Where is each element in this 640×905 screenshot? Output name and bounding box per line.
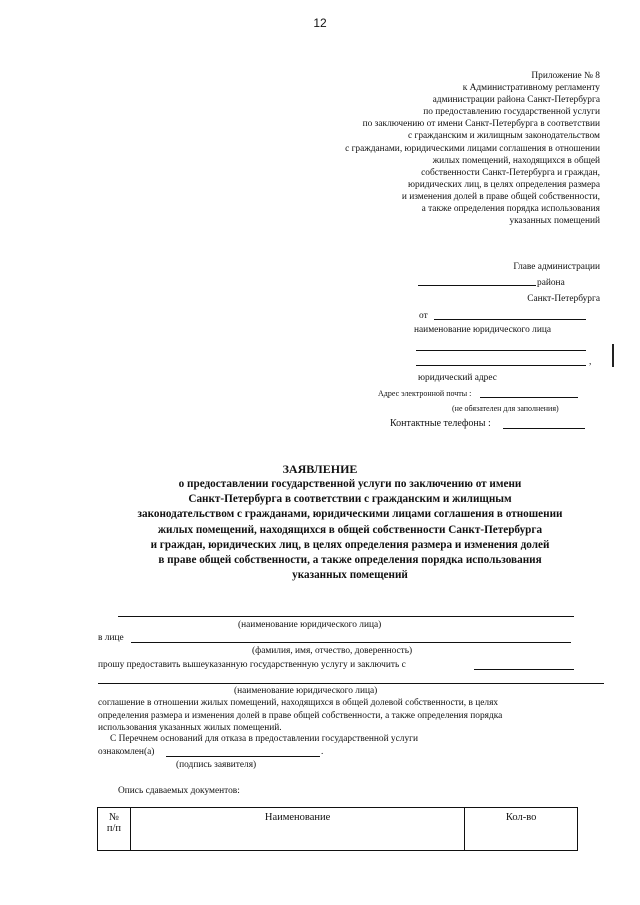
margin-marker <box>612 344 614 367</box>
request-text: прошу предоставить вышеуказанную государственную услугу и заключить с <box>98 660 406 670</box>
subject-line: в праве общей собственности, а также определения порядка использования <box>158 554 542 567</box>
addressee-city: Санкт-Петербурга <box>527 294 600 304</box>
documents-table <box>97 807 578 851</box>
appendix-line: с гражданами, юридическими лицами соглашения в отношении <box>345 143 600 154</box>
subject-line: и граждан, юридических лиц, в целях определения размера и изменения долей <box>150 538 550 551</box>
subject-line: указанных помещений <box>292 569 408 582</box>
header-name: Наименование <box>130 808 464 851</box>
legal-name-caption-form: (наименование юридического лица) <box>238 620 382 630</box>
email-label: Адрес электронной почты : <box>378 389 472 398</box>
addressee-district: района <box>537 278 565 288</box>
counterparty-field-2[interactable] <box>98 683 604 684</box>
statement-subject <box>90 477 610 583</box>
appendix-line: жилых помещений, находящихся в общей <box>432 155 600 166</box>
agreement-paragraph <box>98 697 603 735</box>
legal-name-caption: наименование юридического лица <box>414 325 552 335</box>
inventory-label: Опись сдаваемых документов: <box>118 786 240 796</box>
legal-address-caption: юридический адрес <box>418 373 497 383</box>
subject-line: о предоставлении государственной услуги по заключению от имени <box>178 478 522 490</box>
page-number: 12 <box>313 16 327 30</box>
appendix-line: и изменения долей в праве общей собственности, <box>401 191 600 202</box>
subject-line: Санкт-Петербурга в соответствии с гражданским и жилищным <box>188 493 512 506</box>
email-field[interactable] <box>480 397 578 398</box>
acquainted-label: ознакомлен(а) <box>98 747 155 757</box>
district-name-field[interactable] <box>418 285 536 286</box>
applicant-name-field[interactable] <box>434 319 586 320</box>
address-comma: , <box>589 357 592 367</box>
table-header-row <box>98 808 578 851</box>
agreement-line: определения размера и изменения долей в праве общей собственности, а также определения порядка <box>98 710 503 721</box>
appendix-line: администрации района Санкт-Петербурга <box>432 95 600 106</box>
subject-line: жилых помещений, находящихся в общей собственности Санкт-Петербурга <box>157 523 543 536</box>
appendix-line: по предоставлению государственной услуги <box>423 107 600 118</box>
from-label: от <box>419 311 428 321</box>
person-caption: (фамилия, имя, отчество, доверенность) <box>252 646 413 656</box>
in-person-label: в лице <box>98 633 124 643</box>
email-note: (не обязателен для заполнения) <box>452 404 559 413</box>
appendix-line: собственности Санкт-Петербурга и граждан, <box>421 167 600 178</box>
subject-line: законодательством с гражданами, юридическими лицами соглашения в отношении <box>137 508 563 521</box>
appendix-block <box>240 70 600 227</box>
phones-field[interactable] <box>503 428 585 429</box>
signature-field[interactable] <box>166 756 320 757</box>
phones-label: Контактные телефоны : <box>390 418 491 429</box>
statement-title: ЗАЯВЛЕНИЕ <box>282 462 358 476</box>
counterparty-field[interactable] <box>474 669 574 670</box>
appendix-line: а также определения порядка использования <box>421 204 600 215</box>
appendix-line: с гражданским и жилищным законодательством <box>407 131 600 142</box>
header-number: № п/п <box>98 808 131 851</box>
appendix-line: по заключению от имени Санкт-Петербурга в соответствии <box>362 119 600 130</box>
appendix-line: юридических лиц, в целях определения размера <box>408 179 600 190</box>
refusal-text: С Перечнем оснований для отказа в предоставлении государственной услуги <box>110 734 419 744</box>
legal-name-line[interactable] <box>118 616 574 617</box>
appendix-line: к Административному регламенту <box>462 83 600 94</box>
addressee-head: Главе администрации <box>513 262 600 272</box>
appendix-line: указанных помещений <box>509 216 600 227</box>
legal-name-caption-form-2: (наименование юридического лица) <box>234 686 378 696</box>
appendix-line: Приложение № 8 <box>531 71 600 81</box>
representative-field[interactable] <box>131 642 571 643</box>
signature-caption: (подпись заявителя) <box>176 760 257 770</box>
legal-address-field-1[interactable] <box>416 350 586 351</box>
agreement-line: использования указанных жилых помещений. <box>98 723 282 733</box>
legal-address-field-2[interactable] <box>416 365 586 366</box>
header-quantity: Кол-во <box>465 808 578 851</box>
acquainted-end: . <box>321 747 324 757</box>
agreement-line: соглашение в отношении жилых помещений, находящихся в общей долевой собственности, в целях <box>98 698 499 708</box>
